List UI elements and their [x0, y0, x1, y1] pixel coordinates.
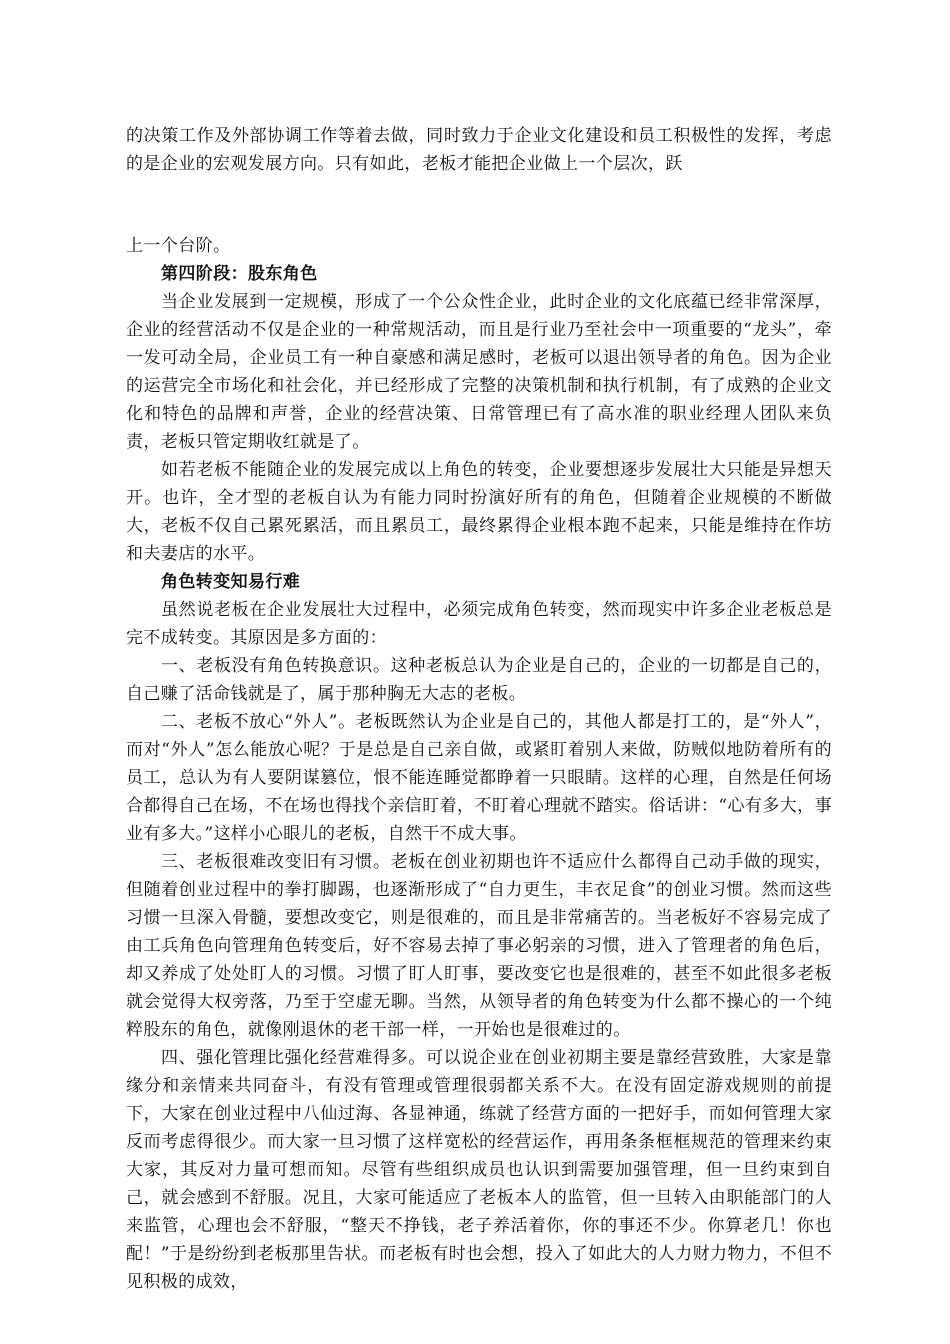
section-heading-role-transition: 角色转变知易行难 — [161, 572, 301, 592]
paragraph-continued-end: 上一个台阶。 — [126, 236, 231, 256]
document-page — [126, 122, 832, 1296]
paragraph-continued: 的决策工作及外部协调工作等着去做，同时致力于企业文化建设和员工积极性的发挥，考虑的是企业的宏观发展方向。只有如此，老板才能把企业做上一个层次，跃 — [126, 126, 832, 174]
paragraph-role-change: 如若老板不能随企业的发展完成以上角色的转变，企业要想逐步发展壮大只能是异想天开。也许，全才型的老板自认为有能力同时扮演好所有的角色，但随着企业规模的不断做大，老板不仅自己累死累活，而且累员工，最终累得企业根本跑不起来，只能是维持在作坊和夫妻店的水平。 — [126, 460, 832, 564]
page-break-gap — [126, 178, 832, 232]
paragraph-reason-two: 二、老板不放心“外人”。老板既然认为企业是自己的，其他人都是打工的，是“外人”，而对“外人”怎么能放心呢？于是总是自己亲自做，或紧盯着别人来做，防贼似地防着所有的员工，总认为有人要阴谋篡位，恨不能连睡觉都睁着一只眼睛。这样的心理，自然是任何场合都得自己在场，不在场也得找个亲信盯着，不盯着心理就不踏实。俗话讲：“心有多大，事业有多大。”这样小心眼儿的老板，自然干不成大事。 — [126, 712, 832, 844]
section-heading-stage-four: 第四阶段：股东角色 — [161, 264, 318, 284]
paragraph-reason-four: 四、强化管理比强化经营难得多。可以说企业在创业初期主要是靠经营致胜，大家是靠缘分和亲情来共同奋斗，有没有管理或管理很弱都关系不大。在没有固定游戏规则的前提下，大家在创业过程中八仙过海、各显神通，练就了经营方面的一把好手，而如何管理大家反而考虑得很少。而大家一旦习惯了这样宽松的经营运作，再用条条框框规范的管理来约束大家，其反对力量可想而知。尽管有些组织成员也认识到需要加强管理，但一旦约束到自己，就会感到不舒服。况且，大家可能适应了老板本人的监管，但一旦转入由职能部门的人来监管，心理也会不舒服，“整天不挣钱，老子养活着你，你的事还不少。你算老几！你也配！”于是纷纷到老板那里告状。而老板有时也会想，投入了如此大的人力财力物力，不但不见积极的成效， — [126, 1048, 832, 1292]
paragraph-reason-three: 三、老板很难改变旧有习惯。老板在创业初期也许不适应什么都得自己动手做的现实，但随着创业过程中的拳打脚踢，也逐渐形成了“自力更生，丰衣足食”的创业习惯。然而这些习惯一旦深入骨髓，要想改变它，则是很难的，而且是非常痛苦的。当老板好不容易完成了由工兵角色向管理角色转变后，好不容易去掉了事必躬亲的习惯，进入了管理者的角色后，却又养成了处处盯人的习惯。习惯了盯人盯事，要改变它也是很难的，甚至不如此很多老板就会觉得大权旁落，乃至于空虚无聊。当然，从领导者的角色转变为什么都不操心的一个纯粹股东的角色，就像刚退休的老干部一样，一开始也是很难过的。 — [126, 852, 832, 1040]
paragraph-reason-one: 一、老板没有角色转换意识。这种老板总认为企业是自己的，企业的一切都是自己的，自己赚了活命钱就是了，属于那种胸无大志的老板。 — [126, 656, 832, 704]
paragraph-shareholder-role: 当企业发展到一定规模，形成了一个公众性企业，此时企业的文化底蕴已经非常深厚，企业的经营活动不仅是企业的一种常规活动，而且是行业乃至社会中一项重要的“龙头”，牵一发可动全局，企业员工有一种自豪感和满足感时，老板可以退出领导者的角色。因为企业的运营完全市场化和社会化，并已经形成了完整的决策机制和执行机制，有了成熟的企业文化和特色的品牌和声誉，企业的经营决策、日常管理已有了高水准的职业经理人团队来负责，老板只管定期收红就是了。 — [126, 292, 832, 452]
paragraph-reasons-intro: 虽然说老板在企业发展壮大过程中，必须完成角色转变，然而现实中许多企业老板总是完不成转变。其原因是多方面的： — [126, 600, 832, 648]
